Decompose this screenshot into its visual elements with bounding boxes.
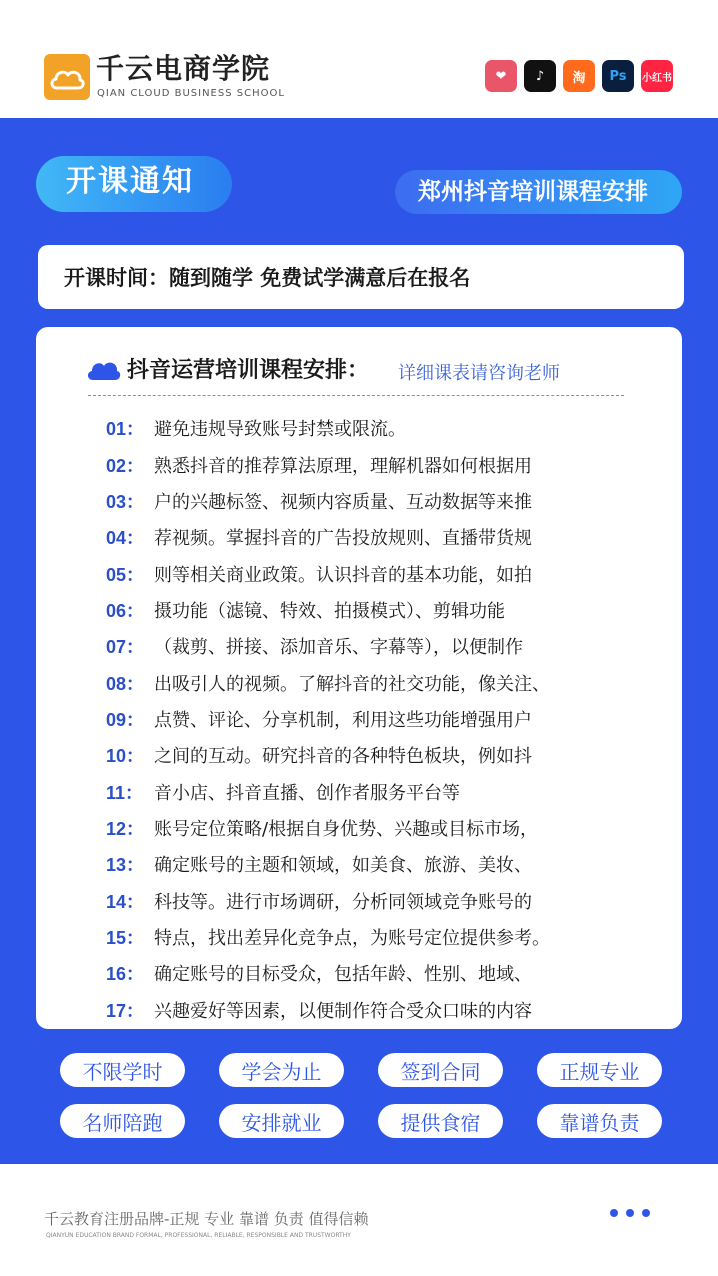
course-item-number: 02： — [106, 455, 145, 476]
cloud-icon — [86, 355, 122, 383]
footer-slogan-english: QIANYUN EDUCATION BRAND FORMAL, PROFESSIONAL, RELIABLE, RESPONSIBLE AND TRUSTWORTHY — [46, 1232, 351, 1239]
tiktok-icon[interactable]: ♪ — [524, 60, 556, 92]
course-item — [106, 555, 666, 591]
course-item-number: 10： — [106, 746, 145, 767]
course-item — [106, 773, 666, 809]
photoshop-icon[interactable]: Ps — [602, 60, 634, 92]
xiaohongshu-icon[interactable]: 小红书 — [641, 60, 673, 92]
course-item-list — [106, 410, 666, 1028]
course-item-text: 户的兴趣标签、视频内容质量、互动数据等来推 — [154, 491, 532, 513]
course-item-text: 点赞、评论、分享机制，利用这些功能增强用户 — [154, 709, 532, 731]
course-section-note: 详细课表请咨询老师 — [398, 363, 560, 384]
feature-tag: 提供食宿 — [378, 1104, 503, 1138]
feature-tag: 不限学时 — [60, 1053, 185, 1087]
course-item — [106, 919, 666, 955]
feature-tag: 签到合同 — [378, 1053, 503, 1087]
course-item-number: 08： — [106, 673, 145, 694]
course-item — [106, 810, 666, 846]
course-item — [106, 955, 666, 991]
course-item-number: 15： — [106, 927, 145, 948]
feature-tag: 正规专业 — [537, 1053, 662, 1087]
course-item-number: 01： — [106, 419, 145, 440]
course-item-text: 确定账号的主题和领域，如美食、旅游、美妆、 — [154, 855, 532, 877]
course-item-text: 特点，找出差异化竞争点，为账号定位提供参考。 — [154, 927, 550, 949]
dot — [642, 1209, 650, 1217]
app-icon-row — [485, 60, 673, 92]
course-item-text: 科技等。进行市场调研，分析同领域竞争账号的 — [154, 891, 532, 913]
course-item — [106, 882, 666, 918]
course-item-text: 出吸引人的视频。了解抖音的社交功能，像关注、 — [154, 673, 550, 695]
course-item-number: 11： — [106, 782, 144, 803]
schedule-text: 开课时间：随到随学 免费试学满意后在报名 — [64, 266, 471, 290]
dashed-divider — [88, 395, 624, 396]
course-section-title: 抖音运营培训课程安排： — [127, 358, 370, 383]
dot — [610, 1209, 618, 1217]
feature-tag: 靠谱负责 — [537, 1104, 662, 1138]
course-item — [106, 846, 666, 882]
feature-tag: 学会为止 — [219, 1053, 344, 1087]
course-item-text: 音小店、抖音直播、创作者服务平台等 — [154, 782, 460, 804]
course-item-text: 荐视频。掌握抖音的广告投放规则、直播带货规 — [154, 528, 532, 550]
course-item — [106, 664, 666, 700]
course-item-text: 熟悉抖音的推荐算法原理，理解机器如何根据用 — [154, 455, 532, 477]
taobao-icon[interactable]: 淘 — [563, 60, 595, 92]
course-item-text: （裁剪、拼接、添加音乐、字幕等），以便制作 — [154, 637, 523, 659]
course-item-number: 09： — [106, 709, 145, 730]
course-item — [106, 737, 666, 773]
cloud-logo-icon — [44, 54, 90, 100]
course-item — [106, 410, 666, 446]
course-item — [106, 483, 666, 519]
course-item-text: 则等相关商业政策。认识抖音的基本功能，如拍 — [154, 564, 532, 586]
course-item — [106, 446, 666, 482]
feature-tag-grid — [60, 1053, 664, 1138]
notice-title: 开课通知 — [66, 164, 194, 199]
course-item — [106, 628, 666, 664]
footer-slogan: 千云教育注册品牌-正规 专业 靠谱 负责 值得信赖 — [44, 1210, 369, 1228]
dot — [626, 1209, 634, 1217]
brand-name-english: QIAN CLOUD BUSINESS SCHOOL — [97, 88, 285, 99]
course-item-number: 13： — [106, 855, 145, 876]
brand-name: 千云电商学院 — [96, 52, 271, 85]
course-item-number: 06： — [106, 600, 145, 621]
course-item-number: 05： — [106, 564, 145, 585]
course-item-number: 04： — [106, 528, 145, 549]
feature-tag: 安排就业 — [219, 1104, 344, 1138]
course-item — [106, 519, 666, 555]
course-item-number: 03： — [106, 491, 145, 512]
course-item-text: 确定账号的目标受众，包括年龄、性别、地域、 — [154, 964, 532, 986]
course-item — [106, 701, 666, 737]
feature-tag: 名师陪跑 — [60, 1104, 185, 1138]
course-item — [106, 592, 666, 628]
subject-title: 郑州抖音培训课程安排 — [418, 179, 648, 205]
more-dots-icon[interactable] — [610, 1209, 650, 1217]
course-item-text: 之间的互动。研究抖音的各种特色板块，例如抖 — [154, 746, 532, 768]
course-item — [106, 992, 666, 1028]
course-item-text: 兴趣爱好等因素，以便制作符合受众口味的内容 — [154, 1000, 532, 1022]
course-item-number: 17： — [106, 1000, 145, 1021]
course-item-text: 避免违规导致账号封禁或限流。 — [154, 419, 406, 441]
course-item-text: 摄功能（滤镜、特效、拍摄模式）、剪辑功能 — [154, 600, 505, 622]
course-item-number: 12： — [106, 818, 145, 839]
course-item-number: 14： — [106, 891, 145, 912]
course-item-number: 07： — [106, 637, 145, 658]
heart-app-icon[interactable]: ❤ — [485, 60, 517, 92]
course-item-text: 账号定位策略/根据自身优势、兴趣或目标市场， — [154, 818, 539, 840]
course-item-number: 16： — [106, 964, 145, 985]
